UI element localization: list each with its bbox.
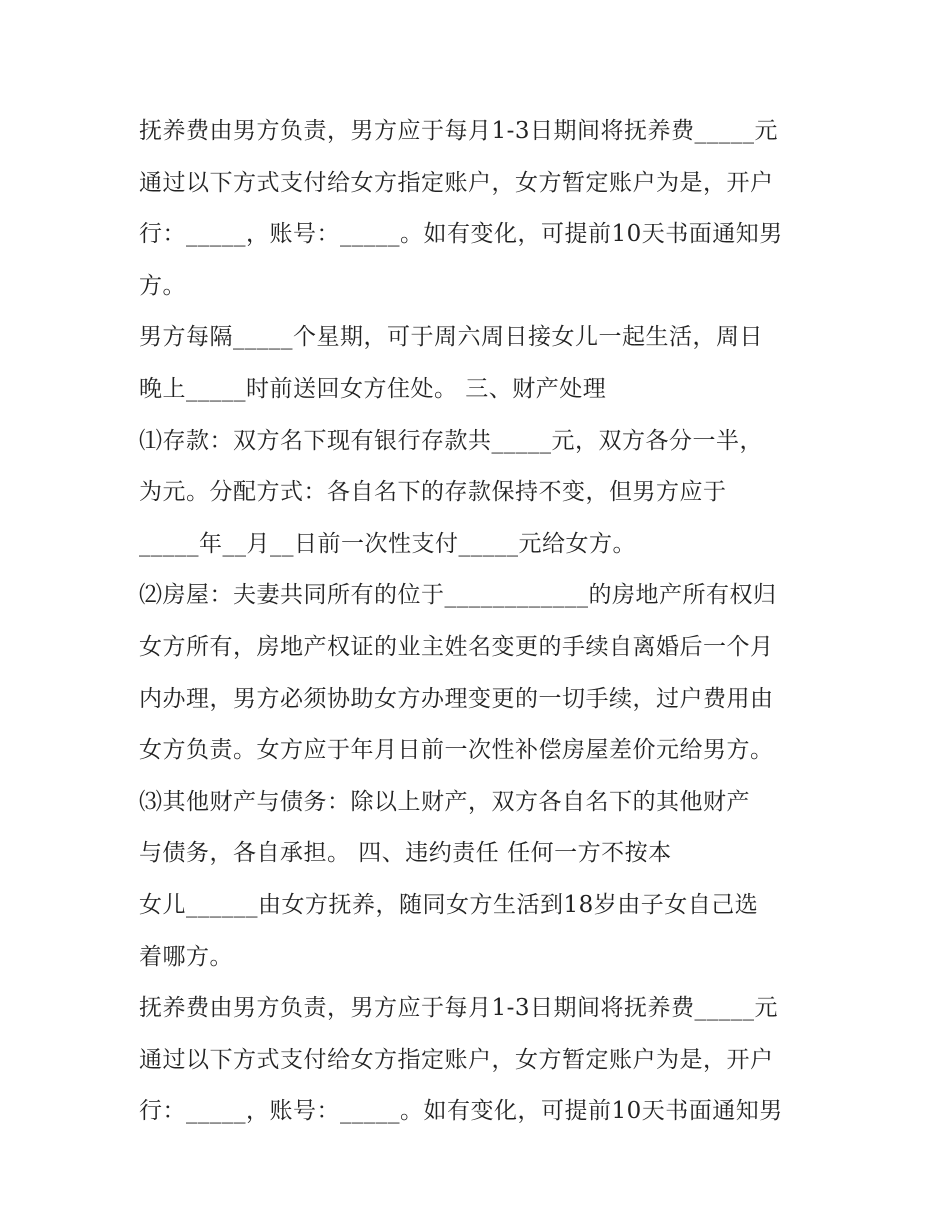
- text-line: 为元。分配方式：各自名下的存款保持不变，但男方应于: [139, 479, 727, 506]
- text-line: 女方所有，房地产权证的业主姓名变更的手续自离婚后一个月: [139, 633, 774, 660]
- text-line: 与债务，各自承担。 四、违约责任 任何一方不按本: [139, 840, 672, 867]
- text-line: ⑶其他财产与债务：除以上财产，双方各自名下的其他财产: [139, 788, 750, 815]
- text-line: 晚上_____时前送回女方住处。 三、财产处理: [139, 375, 607, 402]
- text-line: 方。: [139, 272, 186, 299]
- text-line: ⑴存款：双方名下现有银行存款共_____元，双方各分一半，: [139, 427, 763, 454]
- text-line: 行：_____，账号：_____。如有变化，可提前10天书面通知男: [139, 1098, 783, 1125]
- text-line: 行：_____，账号：_____。如有变化，可提前10天书面通知男: [139, 221, 783, 248]
- text-line: ⑵房屋：夫妻共同所有的位于____________的房地产所有权归: [139, 582, 777, 609]
- document-body: [139, 106, 819, 1138]
- text-line: _____年__月__日前一次性支付_____元给女方。: [139, 530, 636, 557]
- text-line: 女方负责。女方应于年月日前一次性补偿房屋差价元给男方。: [139, 737, 774, 764]
- text-line: 抚养费由男方负责，男方应于每月1-3日期间将抚养费_____元: [139, 995, 779, 1022]
- text-line: 抚养费由男方负责，男方应于每月1-3日期间将抚养费_____元: [139, 118, 779, 144]
- text-line: 男方每隔_____个星期，可于周六周日接女儿一起生活，周日: [139, 324, 763, 351]
- text-line: 女儿______由女方抚养，随同女方生活到18岁由子女自己选: [139, 891, 759, 918]
- text-line: 着哪方。: [139, 943, 233, 970]
- text-line: 内办理，男方必须协助女方办理变更的一切手续，过户费用由: [139, 685, 774, 712]
- text-line: 通过以下方式支付给女方指定账户，女方暂定账户为是，开户: [139, 169, 774, 196]
- text-line: 通过以下方式支付给女方指定账户，女方暂定账户为是，开户: [139, 1046, 774, 1073]
